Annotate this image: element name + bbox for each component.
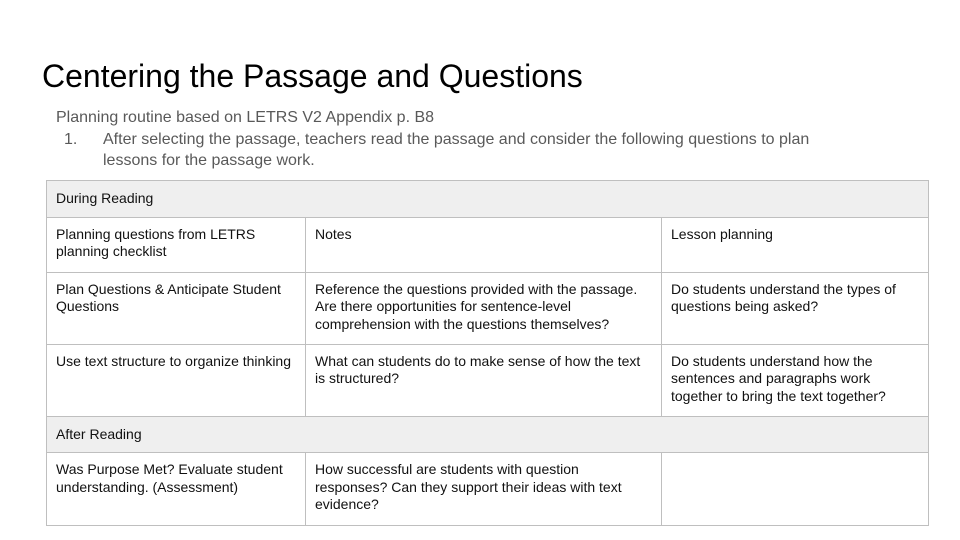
table-cell: Do students understand the types of questions being asked? [662, 272, 929, 344]
planning-table [46, 180, 929, 526]
step-text: After selecting the passage, teachers read the passage and consider the following questions to plan lessons for the passage work. [103, 131, 810, 169]
header-lesson-planning: Lesson planning [662, 217, 929, 272]
section-row-after [47, 416, 929, 453]
table-header-row [47, 217, 929, 272]
step-number: 1. [64, 131, 78, 148]
slide-subtitle: Planning routine based on LETRS V2 Appendix p. B8 [56, 109, 435, 126]
table-cell: Reference the questions provided with the passage. Are there opportunities for sentence-level comprehension with the questions themselves? [306, 272, 662, 344]
header-notes: Notes [306, 217, 662, 272]
table-cell [662, 453, 929, 526]
numbered-step [64, 129, 864, 171]
table-cell: How successful are students with question responses? Can they support their ideas with text evidence? [306, 453, 662, 526]
table-row [47, 344, 929, 416]
table-cell: Use text structure to organize thinking [47, 344, 306, 416]
table-cell: What can students do to make sense of how the text is structured? [306, 344, 662, 416]
table-row [47, 272, 929, 344]
table-cell: Plan Questions & Anticipate Student Questions [47, 272, 306, 344]
table-cell: Was Purpose Met? Evaluate student understanding. (Assessment) [47, 453, 306, 526]
section-label-after: After Reading [47, 416, 929, 453]
section-label-during: During Reading [47, 181, 929, 218]
table-cell: Do students understand how the sentences and paragraphs work together to bring the text together? [662, 344, 929, 416]
section-row-during [47, 181, 929, 218]
table-row [47, 453, 929, 526]
slide-title: Centering the Passage and Questions [42, 58, 583, 94]
header-planning-questions: Planning questions from LETRS planning checklist [47, 217, 306, 272]
